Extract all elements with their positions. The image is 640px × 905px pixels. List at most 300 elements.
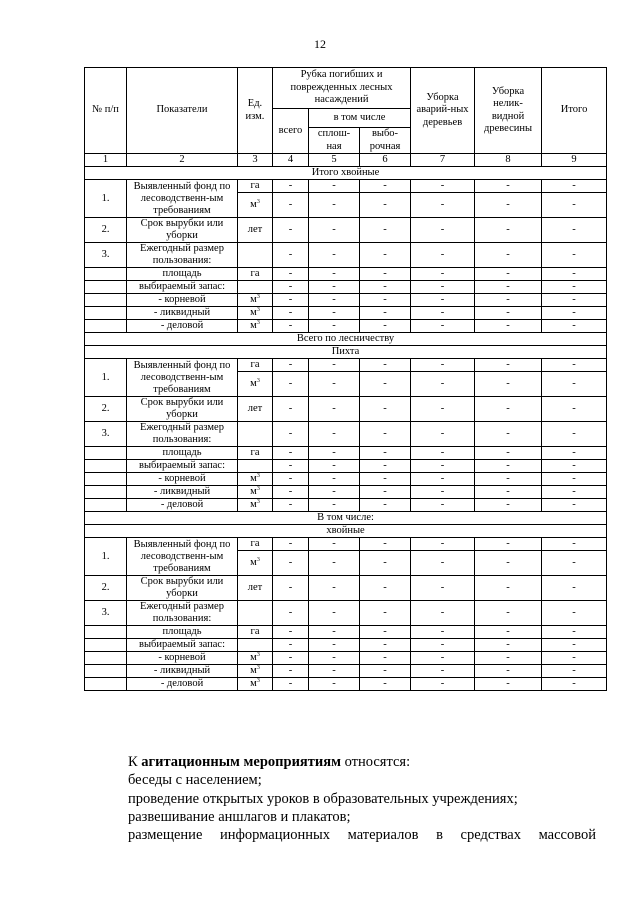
value-cell: - [475,397,542,422]
table-row [85,320,607,333]
value-cell: - [360,652,411,665]
value-cell: - [309,294,360,307]
value-cell: - [542,639,607,652]
value-cell: - [309,307,360,320]
value-cell: - [309,665,360,678]
row-number: 2. [85,218,127,243]
value-cell: - [360,372,411,397]
table-row [85,639,607,652]
value-cell: - [542,626,607,639]
table-row [85,576,607,601]
value-cell: - [411,193,475,218]
value-cell: - [273,268,309,281]
value-cell: - [360,460,411,473]
value-cell: - [360,193,411,218]
value-cell: - [542,218,607,243]
table-row [85,626,607,639]
table-row [85,180,607,193]
table-row [85,294,607,307]
row-unit [238,422,273,447]
table-row [85,652,607,665]
value-cell: - [360,678,411,691]
value-cell: - [542,538,607,551]
value-cell: - [411,268,475,281]
value-cell: - [360,243,411,268]
row-unit: $м^3$ [238,652,273,665]
row-number [85,639,127,652]
value-cell: - [309,372,360,397]
value-cell: - [411,473,475,486]
row-unit: $м^3$ [238,665,273,678]
section-title-row [85,346,607,359]
text-bold: агитационным мероприятиям [141,754,341,770]
value-cell: - [411,576,475,601]
value-cell: - [542,678,607,691]
value-cell: - [273,193,309,218]
value-cell: - [309,538,360,551]
value-cell: - [273,652,309,665]
section-title: хвойные [85,525,607,538]
row-unit: $м^3$ [238,294,273,307]
header-nonliquid: Уборка нелик-видной древесины [475,68,542,154]
table-row [85,499,607,512]
row-label: Ежегодный размер пользования: [127,601,238,626]
row-unit [238,281,273,294]
value-cell: - [542,397,607,422]
row-label: Ежегодный размер пользования: [127,422,238,447]
row-number [85,294,127,307]
value-cell: - [273,538,309,551]
value-cell: - [475,626,542,639]
value-cell: - [360,320,411,333]
section-title-row [85,525,607,538]
value-cell: - [475,665,542,678]
value-cell: - [273,397,309,422]
row-label: - корневой [127,652,238,665]
value-cell: - [309,268,360,281]
value-cell: - [360,538,411,551]
value-cell: - [411,243,475,268]
value-cell: - [360,486,411,499]
row-label: Выявленный фонд по лесоводственн-ым требованиям [127,359,238,397]
row-number [85,652,127,665]
value-cell: - [360,397,411,422]
value-cell: - [542,486,607,499]
value-cell: - [273,372,309,397]
row-unit: га [238,359,273,372]
value-cell: - [542,460,607,473]
row-number: 1. [85,359,127,397]
row-unit: га [238,626,273,639]
value-cell: - [475,218,542,243]
row-label: Ежегодный размер пользования: [127,243,238,268]
table-row [85,218,607,243]
value-cell: - [309,576,360,601]
value-cell: - [309,639,360,652]
row-unit: $м^3$ [238,193,273,218]
value-cell: - [309,473,360,486]
column-number: 3 [238,154,273,167]
column-number: 7 [411,154,475,167]
header-unit: Ед. изм. [238,68,273,154]
header-solid: сплош-ная [309,128,360,154]
value-cell: - [360,473,411,486]
value-cell: - [475,422,542,447]
value-cell: - [309,486,360,499]
value-cell: - [475,294,542,307]
text-line-5: размещение информационных материалов в средствах массовой [128,827,596,844]
value-cell: - [475,268,542,281]
value-cell: - [273,180,309,193]
table-body [85,154,607,691]
value-cell: - [475,193,542,218]
row-number: 2. [85,576,127,601]
text-line-1 [128,753,596,771]
column-number: 4 [273,154,309,167]
row-label: - корневой [127,473,238,486]
value-cell: - [309,551,360,576]
row-number [85,499,127,512]
value-cell: - [360,626,411,639]
value-cell: - [360,601,411,626]
section-title: Пихта [85,346,607,359]
value-cell: - [475,372,542,397]
value-cell: - [411,320,475,333]
row-unit: лет [238,397,273,422]
value-cell: - [475,307,542,320]
value-cell: - [273,639,309,652]
column-number: 2 [127,154,238,167]
value-cell: - [542,180,607,193]
row-label: площадь [127,268,238,281]
value-cell: - [542,307,607,320]
value-cell: - [475,576,542,601]
value-cell: - [309,397,360,422]
table-row [85,460,607,473]
value-cell: - [475,678,542,691]
row-label: - деловой [127,499,238,512]
table-row [85,486,607,499]
value-cell: - [309,447,360,460]
value-cell: - [309,359,360,372]
row-number [85,678,127,691]
value-cell: - [273,243,309,268]
value-cell: - [411,447,475,460]
column-number: 6 [360,154,411,167]
value-cell: - [411,307,475,320]
value-cell: - [309,243,360,268]
value-cell: - [411,294,475,307]
value-cell: - [273,601,309,626]
section-title: В том числе: [85,512,607,525]
row-unit: га [238,538,273,551]
value-cell: - [360,447,411,460]
value-cell: - [411,626,475,639]
value-cell: - [273,294,309,307]
value-cell: - [273,473,309,486]
value-cell: - [411,639,475,652]
value-cell: - [475,551,542,576]
section-title: Всего по лесничеству [85,333,607,346]
value-cell: - [475,652,542,665]
row-number [85,626,127,639]
text-line-2: беседы с населением; [128,772,262,789]
value-cell: - [360,359,411,372]
row-unit: $м^3$ [238,486,273,499]
value-cell: - [475,320,542,333]
row-unit: га [238,447,273,460]
page-number: 12 [314,37,326,51]
table-row [85,422,607,447]
row-number [85,460,127,473]
value-cell: - [475,639,542,652]
value-cell: - [273,460,309,473]
row-label: - деловой [127,320,238,333]
row-unit [238,243,273,268]
value-cell: - [475,538,542,551]
value-cell: - [475,460,542,473]
felling-table [84,67,607,691]
value-cell: - [411,652,475,665]
value-cell: - [273,665,309,678]
table-row [85,397,607,422]
row-unit [238,601,273,626]
row-number: 3. [85,601,127,626]
row-unit: $м^3$ [238,678,273,691]
value-cell: - [411,422,475,447]
text-end: относятся: [340,754,411,770]
row-unit: $м^3$ [238,499,273,512]
section-title-row [85,333,607,346]
value-cell: - [273,551,309,576]
text-line-3: проведение открытых уроков в образовательных учреждениях; [128,790,518,807]
value-cell: - [411,551,475,576]
table-row [85,538,607,551]
value-cell: - [475,486,542,499]
value-cell: - [411,499,475,512]
value-cell: - [411,678,475,691]
row-unit: лет [238,576,273,601]
value-cell: - [360,665,411,678]
row-label: - ликвидный [127,486,238,499]
value-cell: - [309,320,360,333]
value-cell: - [273,307,309,320]
value-cell: - [360,639,411,652]
text-line-4: развешивание аншлагов и плакатов; [128,808,351,825]
value-cell: - [411,665,475,678]
value-cell: - [542,359,607,372]
row-number: 3. [85,243,127,268]
value-cell: - [273,626,309,639]
value-cell: - [475,473,542,486]
header-including: в том числе [309,109,411,128]
value-cell: - [360,499,411,512]
row-unit: лет [238,218,273,243]
value-cell: - [309,601,360,626]
value-cell: - [542,473,607,486]
value-cell: - [273,281,309,294]
header-indicators: Показатели [127,68,238,154]
row-unit: $м^3$ [238,473,273,486]
row-label: - корневой [127,294,238,307]
value-cell: - [542,193,607,218]
value-cell: - [475,447,542,460]
value-cell: - [542,268,607,281]
value-cell: - [542,665,607,678]
header-felling-total: всего [273,109,309,154]
row-unit [238,639,273,652]
value-cell: - [411,359,475,372]
body-text [128,753,596,844]
row-label: Выявленный фонд по лесоводственн-ым требованиям [127,538,238,576]
value-cell: - [309,626,360,639]
row-number [85,268,127,281]
column-number: 1 [85,154,127,167]
row-label: Выявленный фонд по лесоводственн-ым требованиям [127,180,238,218]
row-label: - ликвидный [127,665,238,678]
row-unit: $м^3$ [238,320,273,333]
value-cell: - [542,601,607,626]
value-cell: - [360,180,411,193]
row-number [85,447,127,460]
value-cell: - [273,422,309,447]
row-number [85,665,127,678]
header-total: Итого [542,68,607,154]
value-cell: - [542,320,607,333]
value-cell: - [309,281,360,294]
text-start: К [128,754,142,770]
header-num: № п/п [85,68,127,154]
value-cell: - [360,307,411,320]
row-number [85,320,127,333]
header-felling: Рубка погибших и поврежденных лесных насаждений [273,68,411,109]
row-number [85,473,127,486]
value-cell: - [273,359,309,372]
value-cell: - [475,180,542,193]
table-row [85,268,607,281]
row-number: 1. [85,180,127,218]
column-numbers-row [85,154,607,167]
value-cell: - [542,499,607,512]
value-cell: - [542,281,607,294]
table-row [85,281,607,294]
value-cell: - [309,652,360,665]
value-cell: - [475,281,542,294]
value-cell: - [542,294,607,307]
row-label: площадь [127,626,238,639]
table-row [85,601,607,626]
value-cell: - [273,499,309,512]
value-cell: - [411,397,475,422]
table-row [85,359,607,372]
value-cell: - [273,447,309,460]
row-label: Срок вырубки или уборки [127,397,238,422]
value-cell: - [273,486,309,499]
column-number: 9 [542,154,607,167]
value-cell: - [411,538,475,551]
value-cell: - [360,551,411,576]
value-cell: - [411,486,475,499]
row-number [85,486,127,499]
table-row [85,473,607,486]
row-unit [238,460,273,473]
table-row [85,665,607,678]
table-row [85,447,607,460]
value-cell: - [475,499,542,512]
section-title: Итого хвойные [85,167,607,180]
value-cell: - [309,499,360,512]
row-unit: $м^3$ [238,551,273,576]
value-cell: - [411,372,475,397]
row-number [85,307,127,320]
value-cell: - [542,576,607,601]
row-number: 2. [85,397,127,422]
table-row [85,678,607,691]
value-cell: - [542,422,607,447]
value-cell: - [273,218,309,243]
value-cell: - [360,576,411,601]
value-cell: - [475,243,542,268]
value-cell: - [309,180,360,193]
row-unit: га [238,268,273,281]
value-cell: - [360,422,411,447]
row-number: 1. [85,538,127,576]
value-cell: - [411,460,475,473]
value-cell: - [360,281,411,294]
header-emergency: Уборка аварий-ных деревьев [411,68,475,154]
value-cell: - [542,652,607,665]
value-cell: - [475,359,542,372]
section-title-row [85,167,607,180]
value-cell: - [273,678,309,691]
value-cell: - [411,601,475,626]
row-unit: $м^3$ [238,372,273,397]
section-title-row [85,512,607,525]
row-label: площадь [127,447,238,460]
value-cell: - [273,576,309,601]
value-cell: - [360,218,411,243]
row-unit: $м^3$ [238,307,273,320]
row-number [85,281,127,294]
column-number: 5 [309,154,360,167]
value-cell: - [309,193,360,218]
header-selective: выбо-рочная [360,128,411,154]
value-cell: - [411,180,475,193]
row-label: - деловой [127,678,238,691]
row-unit: га [238,180,273,193]
table-row [85,243,607,268]
row-label: Срок вырубки или уборки [127,576,238,601]
row-label: выбираемый запас: [127,281,238,294]
row-number: 3. [85,422,127,447]
value-cell: - [411,218,475,243]
table-row [85,307,607,320]
value-cell: - [475,601,542,626]
value-cell: - [542,447,607,460]
row-label: - ликвидный [127,307,238,320]
row-label: Срок вырубки или уборки [127,218,238,243]
value-cell: - [411,281,475,294]
value-cell: - [542,243,607,268]
value-cell: - [309,460,360,473]
value-cell: - [542,551,607,576]
row-label: выбираемый запас: [127,460,238,473]
value-cell: - [360,294,411,307]
row-label: выбираемый запас: [127,639,238,652]
value-cell: - [309,218,360,243]
value-cell: - [309,422,360,447]
value-cell: - [273,320,309,333]
